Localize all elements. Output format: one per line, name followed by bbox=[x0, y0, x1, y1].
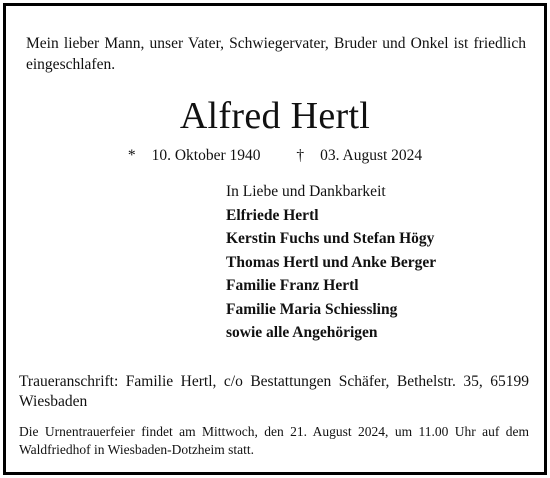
mourning-address: Traueranschrift: Familie Hertl, c/o Bestattungen Schäfer, Bethelstr. 35, 65199 Wiesbaden bbox=[19, 373, 529, 410]
mourners-block bbox=[226, 180, 436, 345]
birth-date-group bbox=[120, 147, 269, 164]
mourner: Familie Maria Schiessling bbox=[226, 300, 398, 318]
life-dates bbox=[6, 147, 544, 165]
birth-symbol: * bbox=[127, 147, 136, 164]
service-info: Die Urnentrauerfeier findet am Mittwoch, den 21. August 2024, um 11.00 Uhr auf dem Waldfriedhof in Wiesbaden-Dotzheim statt. bbox=[19, 424, 529, 457]
mourner: sowie alle Angehörigen bbox=[226, 324, 378, 341]
death-date-group bbox=[288, 147, 430, 164]
mourners-intro: In Liebe und Dankbarkeit bbox=[226, 183, 386, 200]
mourner: Kerstin Fuchs und Stefan Högy bbox=[226, 230, 435, 247]
mourner: Elfriede Hertl bbox=[226, 206, 319, 224]
mourner: Thomas Hertl und Anke Berger bbox=[226, 253, 437, 271]
mourner: Familie Franz Hertl bbox=[226, 277, 359, 294]
obituary-notice bbox=[3, 3, 547, 475]
death-symbol: † bbox=[296, 147, 305, 164]
intro-text: Mein lieber Mann, unser Vater, Schwiegervater, Bruder und Onkel ist friedlich eingeschlafen. bbox=[26, 35, 526, 73]
birth-date: 10. Oktober 1940 bbox=[151, 147, 261, 164]
deceased-name: Alfred Hertl bbox=[179, 95, 371, 137]
death-date: 03. August 2024 bbox=[320, 147, 423, 164]
